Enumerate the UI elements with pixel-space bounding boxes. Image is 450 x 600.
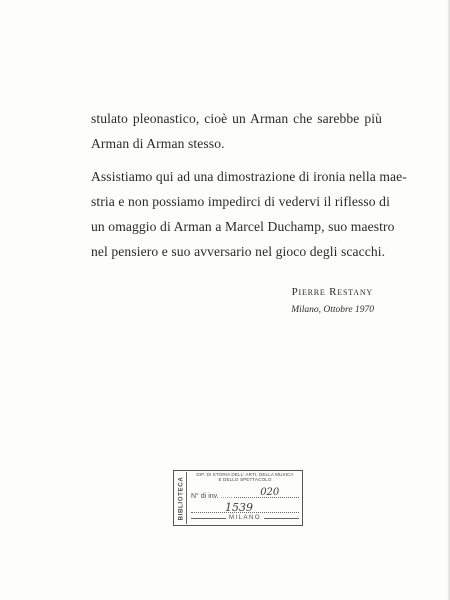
stamp-inventory-row [191,489,299,500]
text-line: Arman di Arman stesso. [91,136,225,151]
text-line: nel pensiero e suo avversario nel gioco degli scacchi. [91,244,386,259]
stamp-header-line: E DELLO SPETTACOLO [218,477,272,483]
text-line: Assistiamo qui ad una dimostrazione di ironia nella mae- [91,169,407,184]
stamp-city-row [191,515,299,521]
stamp-rule [191,518,226,519]
stamp-header-line: DIP. DI STORIA DELL' ARTI, DELLA MUSICA [196,472,294,477]
paragraph-2 [91,164,407,264]
stamp-rule [264,518,299,519]
stamp-header [189,472,301,482]
handwritten-inventory: 020 [260,487,280,498]
body-text [91,106,407,264]
text-line: stria e non possiamo impedirci di vedervi il riflesso di [91,194,390,209]
stamp-inventory-label: N° di inv. ...... [191,493,233,500]
library-stamp [173,470,303,526]
stamp-number-field [191,501,299,514]
paragraph-1 [91,106,382,156]
stamp-side-label: BIBLIOTECA [177,476,184,520]
handwritten-number: 1539 [225,501,253,514]
stamp-side-panel [175,472,187,524]
dateline: Milano, Ottobre 1970 [291,305,374,315]
text-line: stulato pleonastico, cioè un Arman che sarebbe più [91,111,382,126]
stamp-inventory-field [234,489,299,498]
text-line: un omaggio di Arman a Marcel Duchamp, suo maestro [91,219,395,234]
stamp-city: MILANO [229,515,262,521]
author-signature: Pierre Restany [291,286,373,298]
